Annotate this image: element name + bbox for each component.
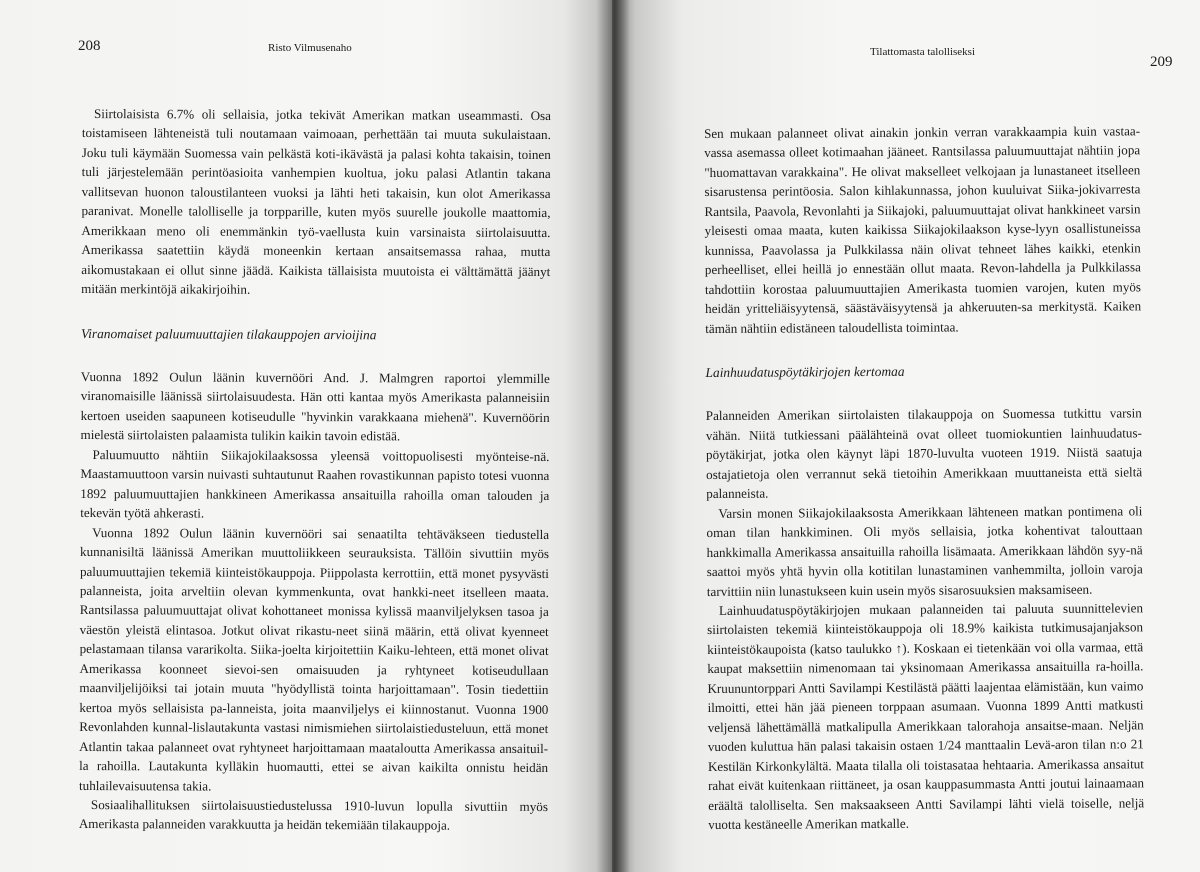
right-paragraph-3: Varsin monen Siikajokilaaksosta Amerikkaan lähteneen matkan pontimena oli oman tilan hankkiminen. Oli myös sellaisia, jotka kohentivat talouttaan hankkimalla Amerikassa ansaituilla rahoilla lisämaata. Amerikkaan lähdön syy-nä saattoi myös yhtä hyvin olla kotitilan lunastaminen vanhemmilta, jolloin varoja tarvittiin niin lunastukseen kuin usein myös sisarosuuksien maksamiseen. bbox=[706, 503, 1143, 599]
running-head-left: Risto Vilmusenaho bbox=[268, 42, 352, 54]
right-section-heading: Lainhuudatuspöytäkirjojen kertomaa bbox=[705, 363, 905, 380]
right-paragraph-4 bbox=[707, 598, 1144, 834]
left-paragraph-1: Siirtolaisista 6.7% oli sellaisia, jotka tekivät Amerikan matkan useammasti. Osa toistamiseen lähteneistä tuli noutamaan vaimoaan, perhettään tai muuta sukulaistaan. Joku tuli käymään Suomessa vain pelkästä koti-ikävästä ja palasi kohta takaisin, toinen tuli järjestelemään perintöasioita vanhempien kuoltua, joku palasi Atlantin takana vallitsevan huonon taloustilanteen vuoksi ja lähti heti takaisin, kun olot Amerikassa paranivat. Monelle talolliselle ja torpparille, kuten myös suurelle joukolle maattomia, Amerikkaan meno oli enemmänkin työ-vaellusta kuin varsinaista siirtolaisuutta. Amerikassa saatettiin käydä moneenkin kertaan ansaitsemassa rahaa, mutta aikomustakaan ei ollut sinne jäädä. Kaikista tällaisista muutoista ei välttämättä jäänyt mitään merkintöjä aikakirjoihin. bbox=[81, 106, 551, 297]
left-paragraph-3: Paluumuutto nähtiin Siikajokilaaksossa yleensä voittopuolisesti myönteise-nä. Maastamuuttoon varsin nuivasti suhtautunut Raahen rovastikunnan papisto totesi vuonna 1892 paluumuuttajien hankkineen Amerikassa ansaituilla rahoilla oman talouden ja tekevän työtä ahkerasti. bbox=[80, 446, 550, 521]
left-paragraph-5: Sosiaalihallituksen siirtolaisuustiedustelussa 1910-luvun lopulla sivuttiin myös Amerikasta palanneiden varakkuutta ja heidän tekemiään tilakauppoja. bbox=[78, 796, 548, 834]
right-paragraph-4-start: Lainhuudatuspöytäkirjojen mukaan palanneiden tai paluuta suunnittelevien siirtolaisten tekemiä kiinteistökauppoja oli 18.9% kaikista tutkimusajanjakson kiinteistökaupoista (katso taulukko bbox=[707, 600, 1144, 657]
left-section-heading: Viranomaiset paluumuuttajien tilakauppojen arvioijina bbox=[80, 325, 377, 342]
page-number-right: 209 bbox=[1150, 54, 1173, 70]
page-number-left: 208 bbox=[78, 38, 101, 54]
up-arrow-icon: ↑ bbox=[895, 640, 903, 656]
right-paragraph-2: Palanneiden Amerikan siirtolaisten tilakauppoja on Suomessa tutkittu varsin vähän. Niitä tutkiessani päälähteinä ovat olleet tuomiokuntien lainhuudatus-pöytäkirjat, jotka olen käynyt läpi 1870-luvulta vuoteen 1919. Niistä saatuja ostajatietoja olen verrannut sekä tietoihin Amerikkaan muuttaneista että sieltä palanneista. bbox=[705, 405, 1143, 502]
right-paragraph-4-end: ). Koskaan ei tietenkään voi olla varmaa, että kaupat maksettiin nimenomaan tai yksinomaan Amerikassa ansaituilla ra-hoilla. Kruununtorppari Antti Savilampi Kestilästä päätti laajentaa elämistään, kun vaimo ilmoitti, ettei hän jää pieneen torppaan asumaan. Vuonna 1899 Antti matkusti veljensä lähettämällä matkalipulla Amerikkaan talorahoja ansaitse-maan. Neljän vuoden kuluttua hän palasi takaisin ostaen 1/24 manttaalin Levä-aron tilan n:o 21 Kestilän Kirkonkylältä. Maata tilalla oli toistasataa hehtaaria. Amerikassa ansaitut rahat eivät kuitenkaan riittäneet, ja osan kauppasummasta Antti joutui lainaamaan eräältä talolliselta. Sen maksaakseen Antti Savilampi lähti vielä toiselle, neljä vuotta kestäneelle Amerikan matkalle. bbox=[707, 639, 1145, 832]
book-gutter-shadow bbox=[596, 0, 630, 872]
right-body-text bbox=[704, 121, 1144, 834]
running-head-right: Tilattomasta talolliseksi bbox=[870, 46, 976, 58]
right-page bbox=[612, 0, 1200, 872]
left-body-text bbox=[79, 104, 551, 836]
left-paragraph-4: Vuonna 1892 Oulun läänin kuvernööri sai senaatilta tehtäväkseen tiedustella kunnanisiltä läänissä Amerikan muuttoliikkeen seurauksista. Tällöin sivuttiin myös paluumuuttajien tekemiä kiinteistökauppoja. Piippolasta kerrottiin, että monet pysyvästi palanneista, joita arveltiin olevan kymmenkunta, ovat hankki-neet itselleen maata. Rantsilassa paluumuuttajat olivat kohottaneet monissa kylissä maanviljelyksen tasoa ja väestön yleistä elintasoa. Jotkut olivat rikastu-neet siinä määrin, että olivat kyenneet pelastamaan tilansa vararikolta. Siika-joelta kirjoitettiin Kaiku-lehteen, että monet olivat Amerikassa koonneet sievoi-sen omaisuuden ja ryhtyneet kotiseudullaan maanviljelijöiksi tai jotain muuta "hyödyllistä tointa harjoittamaan". Tosin tiedettiin kertoa myös sellaisista pa-lanneista, joita maanviljelys ei kiinnostanut. Vuonna 1900 Revonlahden kunnal-lislautakunta vastasi nimismiehen siirtolaistiedusteluun, että monet Atlantin takaa palanneet ovat ryhtyneet harjoittamaan maataloutta Amerikassa ansaituil-la rahoilla. Lautakunta kylläkin huomautti, ettei se aivan kaikilta onnistu heidän tuhlailevaisuutensa takia. bbox=[78, 524, 550, 794]
right-paragraph-1: Sen mukaan palanneet olivat ainakin jonkin verran varakkaampia kuin vastaa-vassa asemassa olleet kotimaahan jääneet. Rantsilassa paluumuuttajat nähtiin jopa "huomattavan varakkaina". He olivat makselleet velkojaan ja lunastaneet itselleen sisarustensa perintöosia. Salon kihlakunnassa, johon kuuluivat Siika-jokivarresta Rantsila, Paavola, Revonlahti ja Siikajoki, paluumuuttajat olivat hankkineet varsin yleisesti omaa maata, kuten kaikissa Siikajokilaakson kyse-lyyn osallistuneissa kunnissa, Paavolassa ja Pulkkilassa näin olivat tehneet lähes kaikki, etenkin perheelliset, ellei heillä jo ennestään ollut maata. Revon-lahdella ja Pulkkilassa tahdottiin korostaa paluumuuttajien Amerikasta tuomien varojen, kuten myös heidän yritteliäisyytensä, säästäväisyytensä ja ahkeruuten-sa merkitystä. Kaiken tämän nähtiin edistäneen taloudellista toimintaa. bbox=[704, 123, 1142, 336]
left-paragraph-2: Vuonna 1892 Oulun läänin kuvernööri And. J. Malmgren raportoi ylemmille viranomaisille läänissä siirtolaisuudesta. Hän otti kantaa myös Amerikasta palanneisiin kertoen useiden saapuneen kotiseudulle "hyvinkin varakkaana miehenä". Kuvernöörin mielestä siirtolaisten palaamista tulikin kaikin tavoin edistää. bbox=[80, 368, 550, 444]
